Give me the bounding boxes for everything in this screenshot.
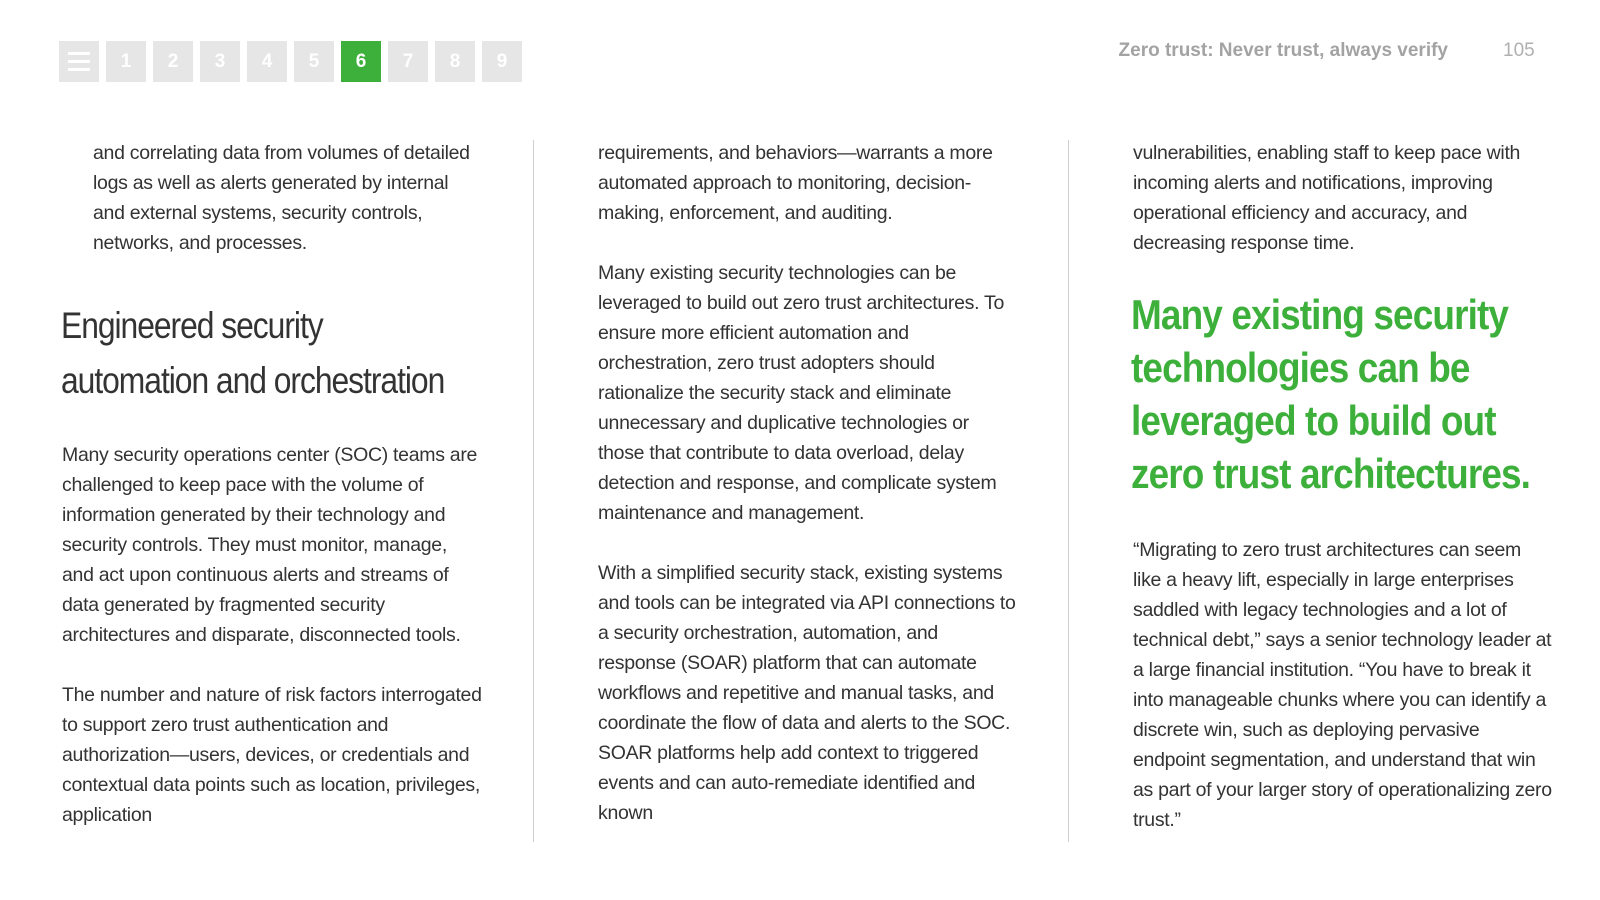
page-button-1[interactable]: 1 xyxy=(106,41,146,82)
column-2 xyxy=(598,138,1018,828)
body-paragraph: Many existing security technologies can be leveraged to build out zero trust architectures. To ensure more efficient automation and orchestration, zero trust adopters should rationalize the security stack and eliminate unnecessary and duplicative technologies or those that contribute to data overload, delay detection and response, and complicate system maintenance and management. xyxy=(598,262,1004,524)
pull-quote: Many existing security technologies can be leveraged to build out zero trust architectures. xyxy=(1131,291,1531,497)
page-button-8[interactable]: 8 xyxy=(435,41,475,82)
page-button-5[interactable]: 5 xyxy=(294,41,334,82)
menu-button[interactable] xyxy=(59,41,99,82)
page-number: 105 xyxy=(1503,40,1535,61)
document-title: Zero trust: Never trust, always verify xyxy=(1118,40,1448,61)
page-button-9[interactable]: 9 xyxy=(482,41,522,82)
column-3 xyxy=(1133,138,1553,835)
hamburger-menu-icon xyxy=(68,52,90,71)
column-divider xyxy=(1068,140,1069,842)
page-button-6-active[interactable]: 6 xyxy=(341,41,381,82)
page-button-2[interactable]: 2 xyxy=(153,41,193,82)
page-button-7[interactable]: 7 xyxy=(388,41,428,82)
page-button-4[interactable]: 4 xyxy=(247,41,287,82)
body-paragraph: vulnerabilities, enabling staff to keep pace with incoming alerts and notifications, improving operational efficiency and accuracy, and decreasing response time. xyxy=(1133,142,1521,254)
column-divider xyxy=(533,140,534,842)
page-navigation xyxy=(59,41,522,82)
quote-paragraph: “Migrating to zero trust architectures can seem like a heavy lift, especially in large enterprises saddled with legacy technologies and a lot of technical debt,” says a senior technology leader at a large financial institution. “You have to break it into manageable chunks where you can identify a discrete win, such as deploying pervasive endpoint segmentation, and understand that win as part of your larger story of operationalizing zero trust.” xyxy=(1133,539,1552,831)
column-1 xyxy=(62,138,482,830)
section-heading: Engineered security automation and orchestration xyxy=(61,305,445,401)
body-paragraph: With a simplified security stack, existing systems and tools can be integrated via API connections to a security orchestration, automation, and response (SOAR) platform that can automate workflows and repetitive and manual tasks, and coordinate the flow of data and alerts to the SOC. SOAR platforms help add context to triggered events and can auto-remediate identified and known xyxy=(598,562,1016,824)
body-paragraph: The number and nature of risk factors interrogated to support zero trust authentication and authorization—users, devices, or credentials and contextual data points such as location, privileges, application xyxy=(62,684,482,826)
body-paragraph: requirements, and behaviors—warrants a more automated approach to monitoring, decision-making, enforcement, and auditing. xyxy=(598,142,993,224)
page-button-3[interactable]: 3 xyxy=(200,41,240,82)
body-paragraph: Many security operations center (SOC) teams are challenged to keep pace with the volume of information generated by their technology and security controls. They must monitor, manage, and act upon continuous alerts and streams of data generated by fragmented security architectures and disparate, disconnected tools. xyxy=(62,444,478,646)
lead-paragraph: and correlating data from volumes of detailed logs as well as alerts generated by internal and external systems, security controls, networks, and processes. xyxy=(93,142,470,254)
